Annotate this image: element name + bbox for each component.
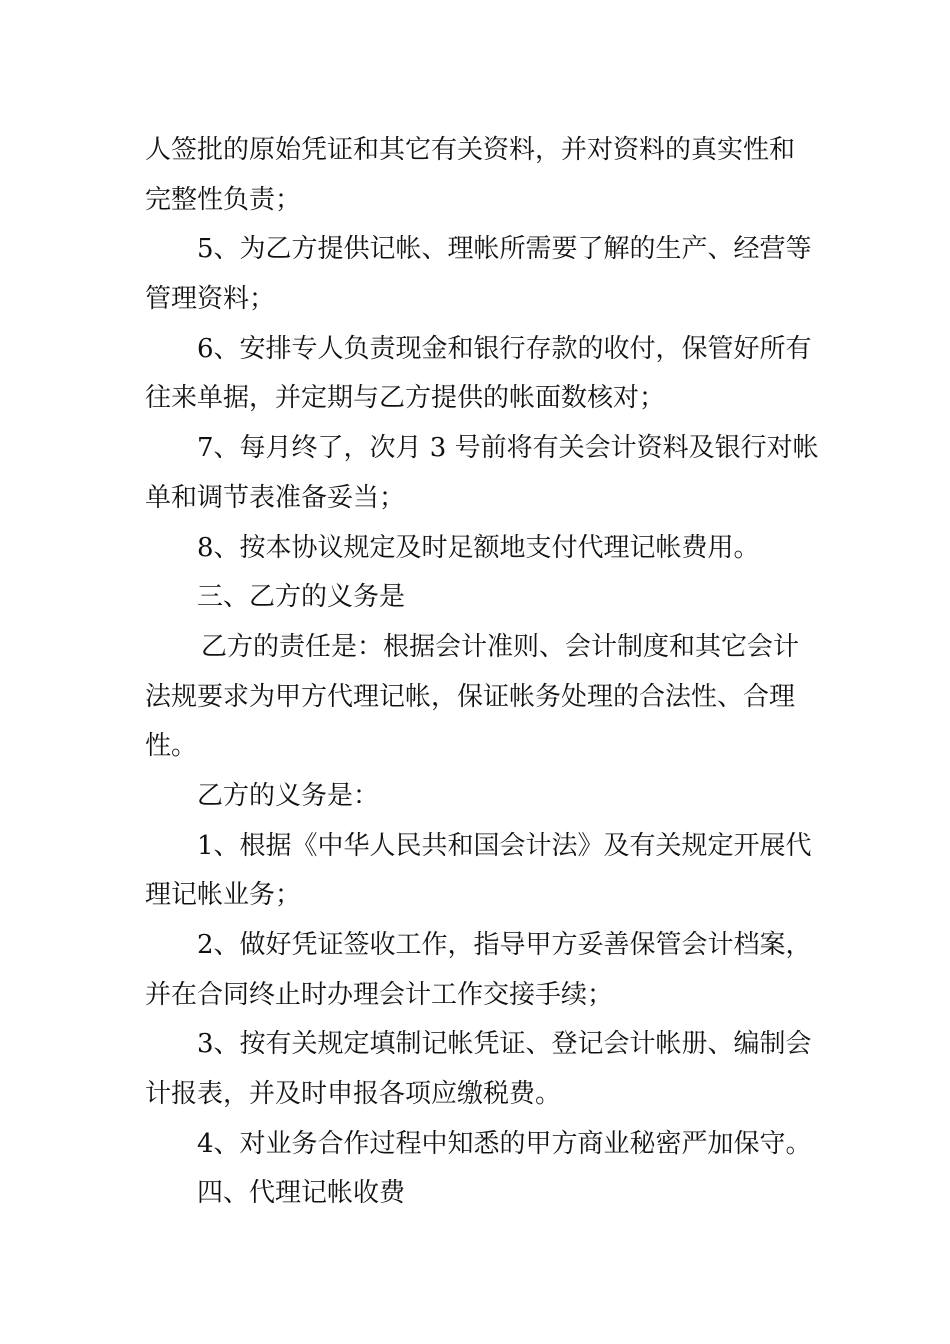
list-item: 5、为乙方提供记帐、理帐所需要了解的生产、经营等 [197, 234, 812, 265]
list-item: 3、按有关规定填制记帐凭证、登记会计帐册、编制会 [197, 1029, 812, 1060]
section-heading: 三、乙方的义务是 [197, 582, 406, 613]
paragraph-start: 乙方的义务是： [197, 780, 380, 811]
text-line: 法规要求为甲方代理记帐，保证帐务处理的合法性、合理 [145, 681, 796, 712]
text-line: 往来单据，并定期与乙方提供的帐面数核对； [145, 383, 666, 414]
paragraph-start: 乙方的责任是：根据会计准则、会计制度和其它会计 [201, 631, 800, 662]
list-item: 4、对业务合作过程中知悉的甲方商业秘密严加保守。 [197, 1128, 812, 1159]
section-heading: 四、代理记帐收费 [197, 1178, 406, 1209]
list-item: 8、按本协议规定及时足额地支付代理记帐费用。 [197, 532, 760, 563]
text-line: 理记帐业务； [145, 880, 302, 911]
list-item: 1、根据《中华人民共和国会计法》及有关规定开展代 [197, 830, 812, 861]
text-line: 计报表，并及时申报各项应缴税费。 [145, 1079, 562, 1110]
list-item: 6、安排专人负责现金和银行存款的收付，保管好所有 [197, 333, 812, 364]
text-line: 性。 [145, 731, 198, 762]
text-line: 人签批的原始凭证和其它有关资料，并对资料的真实性和 [145, 135, 796, 165]
document-body [145, 126, 819, 1219]
text-line: 并在合同终止时办理会计工作交接手续； [145, 979, 614, 1010]
text-line: 完整性负责； [145, 184, 302, 215]
text-line: 管理资料； [145, 284, 276, 315]
list-item: 7、每月终了，次月 3 号前将有关会计资料及银行对帐 [197, 433, 819, 464]
list-item: 2、做好凭证签收工作，指导甲方妥善保管会计档案， [197, 930, 812, 960]
text-line: 单和调节表准备妥当； [145, 482, 406, 513]
